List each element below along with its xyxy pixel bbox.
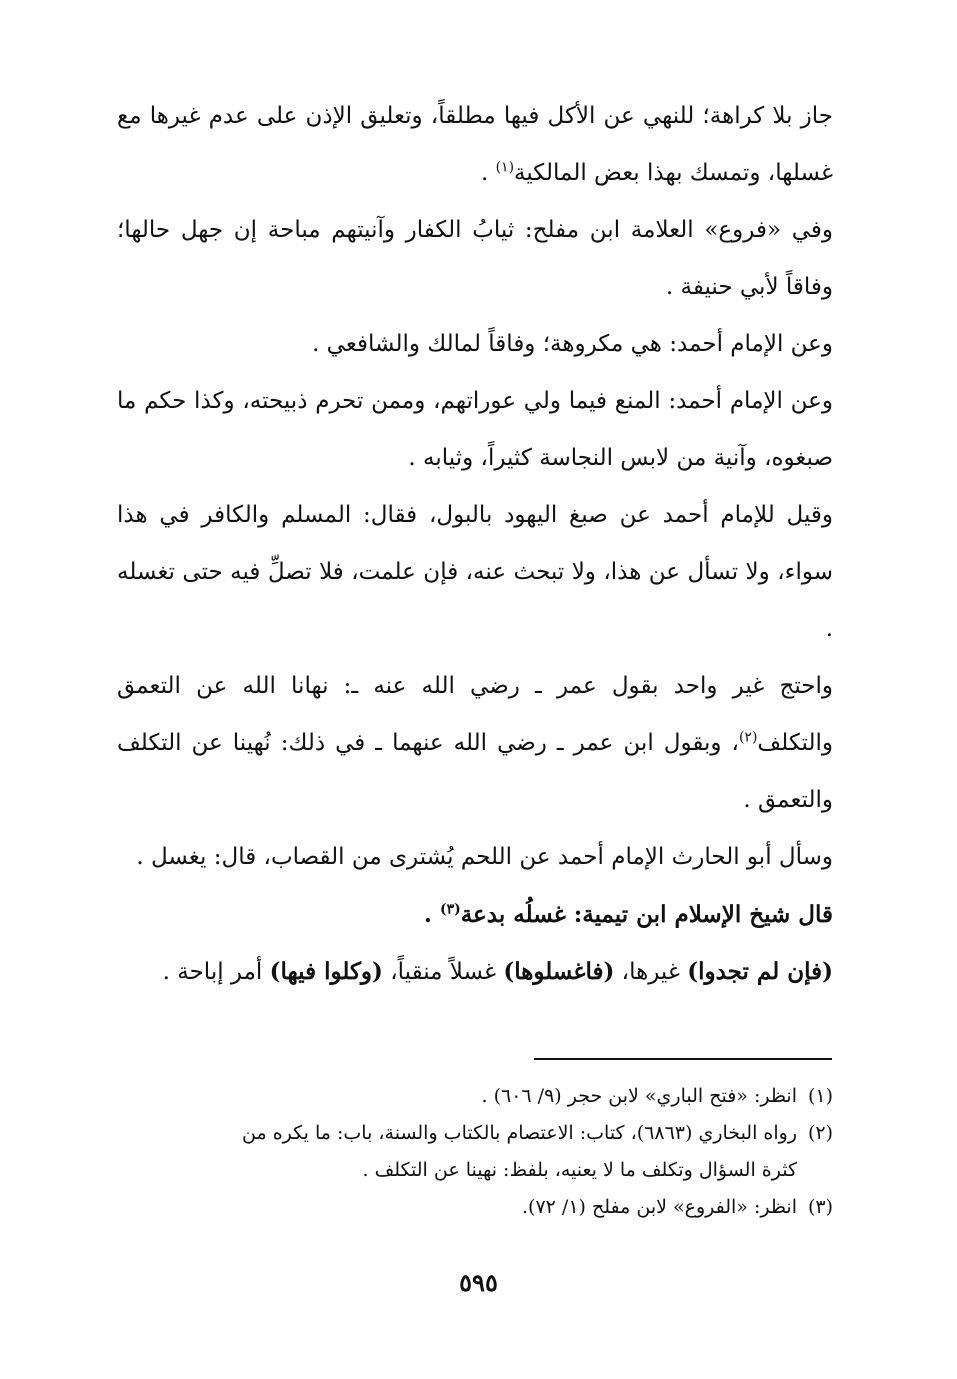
- footnote-1: [117, 1078, 833, 1115]
- paragraph-7-text: وسأل أبو الحارث الإمام أحمد عن اللحم يُشترى من القصاب، قال: يغسل .: [136, 844, 833, 870]
- footnote-divider: [534, 1058, 832, 1060]
- paragraph-6: [117, 658, 833, 829]
- paragraph-8: [117, 886, 833, 943]
- footnote-2-number: (٢): [807, 1122, 833, 1144]
- footnote-3: [117, 1189, 833, 1226]
- paragraph-1: [117, 88, 833, 202]
- footnote-2-text-cont: كثرة السؤال وتكلف ما لا يعنيه، بلفظ: نهينا عن التكلف .: [362, 1159, 797, 1181]
- footnote-2-continuation: [117, 1152, 833, 1189]
- quote-3: (وكلوا فيها): [269, 958, 383, 985]
- paragraph-8-text: قال شيخ الإسلام ابن تيمية: غسلُه بدعة: [460, 901, 833, 928]
- footnote-ref-3[interactable]: (٣): [439, 901, 461, 918]
- main-text: [117, 88, 833, 1001]
- paragraph-5: [117, 487, 833, 658]
- paragraph-3-text: وعن الإمام أحمد: هي مكروهة؛ وفاقاً لمالك والشافعي .: [312, 331, 833, 357]
- paragraph-8-end: .: [423, 901, 440, 928]
- footnote-ref-2[interactable]: (٢): [738, 729, 758, 746]
- paragraph-9: [117, 943, 833, 1001]
- paragraph-3: [117, 316, 833, 373]
- paragraph-9-text-2: غسلاً منقياً،: [382, 959, 504, 985]
- paragraph-7: [117, 829, 833, 886]
- paragraph-6-text-b: ، وبقول ابن عمر ـ رضي الله عنهما ـ في ذلك: نُهينا عن التكلف والتعمق .: [117, 730, 833, 813]
- paragraph-4: [117, 373, 833, 487]
- paragraph-6-text-a: واحتج غير واحد بقول عمر ـ رضي الله عنه ـ: نهانا الله عن التعمق والتكلف: [117, 673, 833, 756]
- quote-2: (فاغسلوها): [503, 958, 615, 985]
- quote-1: (فإن لم تجدوا): [687, 958, 833, 985]
- page-number: ٥٩٥: [459, 1268, 498, 1297]
- paragraph-5-text: وقيل للإمام أحمد عن صبغ اليهود بالبول، فقال: المسلم والكافر في هذا سواء، ولا تسأل عن هذا، ولا تبحث عنه، فإن علمت، فلا تصلِّ فيه حتى تغسله .: [117, 502, 833, 642]
- footnote-1-number: (١): [807, 1085, 833, 1107]
- paragraph-4-text: وعن الإمام أحمد: المنع فيما ولي عوراتهم، وممن تحرم ذبيحته، وكذا حكم ما صبغوه، وآنية من لابس النجاسة كثيراً، وثيابه .: [117, 388, 833, 471]
- footnote-1-text: انظر: «فتح الباري» لابن حجر (٩/ ٦٠٦) .: [481, 1085, 797, 1107]
- paragraph-9-text-3: أمر إباحة .: [162, 959, 270, 985]
- paragraph-2-text: وفي «فروع» العلامة ابن مفلح: ثيابُ الكفار وآنيتهم مباحة إن جهل حالها؛ وفاقاً لأبي حنيفة .: [117, 217, 833, 300]
- paragraph-9-text-1: غيرها،: [614, 959, 688, 985]
- paragraph-1-end: .: [480, 160, 496, 186]
- footnotes: [117, 1078, 833, 1226]
- footnote-2: [117, 1115, 833, 1152]
- paragraph-1-text: جاز بلا كراهة؛ للنهي عن الأكل فيها مطلقاً، وتعليق الإذن على عدم غيرها مع غسلها، وتمسك بهذا بعض المالكية: [117, 103, 833, 186]
- footnote-2-text: رواه البخاري (٦٨٦٣)، كتاب: الاعتصام بالكتاب والسنة، باب: ما يكره من: [242, 1122, 797, 1144]
- paragraph-2: [117, 202, 833, 316]
- footnote-3-number: (٣): [807, 1196, 833, 1218]
- footnote-ref-1[interactable]: (١): [495, 159, 515, 176]
- footnote-3-text: انظر: «الفروع» لابن مفلح (١/ ٧٢).: [521, 1196, 797, 1218]
